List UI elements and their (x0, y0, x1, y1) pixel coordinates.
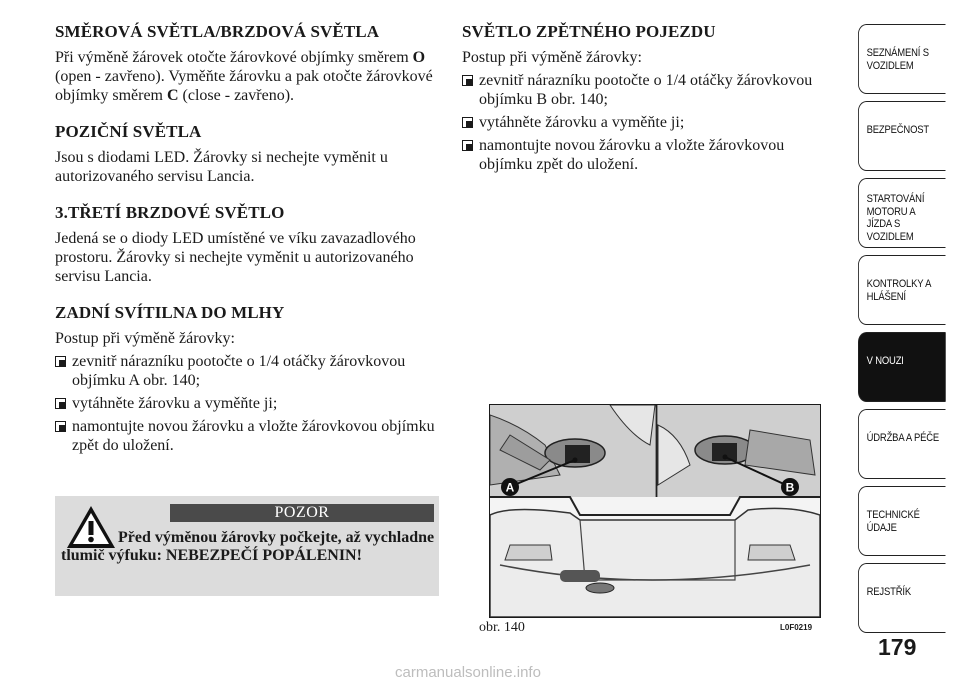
bullet-square-icon (462, 117, 473, 128)
watermark: carmanualsonline.info (395, 664, 541, 681)
section-title: 3.TŘETÍ BRZDOVÉ SVĚTLO (55, 203, 285, 222)
warning-heading: POZOR (170, 504, 434, 522)
tab-kontrolky[interactable]: KONTROLKY A HLÁŠENÍ (858, 255, 946, 325)
section-rear-fog-light (55, 303, 440, 455)
callout-a-label: A (505, 480, 515, 495)
tab-startovani[interactable]: STARTOVÁNÍ MOTORU A JÍZDA S VOZIDLEM (858, 178, 946, 248)
callout-b-label: B (785, 480, 795, 495)
tab-rejstrik[interactable]: REJSTŘÍK (858, 563, 946, 633)
left-column (55, 22, 440, 472)
list-item: zevnitř nárazníku pootočte o 1/4 otáčky žárovkovou objímku B obr. 140; (462, 71, 832, 109)
warning-box (55, 496, 439, 596)
bullet-square-icon (55, 398, 66, 409)
tab-bezpecnost[interactable]: BEZPEČNOST (858, 101, 946, 171)
bullet-square-icon (462, 75, 473, 86)
figure-bumper-illustration (489, 404, 821, 618)
section-title: SMĚROVÁ SVĚTLA/BRZDOVÁ SVĚTLA (55, 22, 380, 41)
list-item: vytáhněte žárovku a vyměňte ji; (55, 394, 440, 413)
section-text: Jedená se o diody LED umístěné ve víku zavazadlového prostoru. Žárovky si nechejte vyměnit u autorizovaného servisu Lancia. (55, 230, 416, 285)
section-title: SVĚTLO ZPĚTNÉHO POJEZDU (462, 22, 716, 41)
list-item: zevnitř nárazníku pootočte o 1/4 otáčky žárovkovou objímku A obr. 140; (55, 352, 440, 390)
list-item: vytáhněte žárovku a vyměňte ji; (462, 113, 832, 132)
warning-text: Před výměnou žárovky počkejte, až vychladne tlumič výfuku: NEBEZPEČÍ POPÁLENIN! (61, 529, 435, 564)
figure-code: L0F0219 (780, 623, 813, 632)
bullet-square-icon (462, 140, 473, 151)
tab-udrzba[interactable]: ÚDRŽBA A PÉČE (858, 409, 946, 479)
bullet-square-icon (55, 421, 66, 432)
section-turn-brake-lights (55, 22, 440, 105)
bullet-square-icon (55, 356, 66, 367)
figure-caption: obr. 140 (479, 620, 525, 635)
tab-technicke[interactable]: TECHNICKÉ ÚDAJE (858, 486, 946, 556)
bumper-drawing (490, 405, 820, 617)
section-third-brake-light (55, 203, 440, 286)
list-item: namontujte novou žárovku a vložte žárovkovou objímku zpět do uložení. (462, 136, 832, 174)
list-item: namontujte novou žárovku a vložte žárovkovou objímku zpět do uložení. (55, 417, 440, 455)
section-text: Při výměně žárovek otočte žárovkové objímky směrem O (open - zavřeno). Vyměňte žárovku a pak otočte žárovkové objímky směrem C (close - zavřeno). (55, 49, 433, 104)
procedure-list (462, 71, 832, 174)
procedure-intro: Postup při výměně žárovky: (55, 330, 235, 347)
procedure-intro: Postup při výměně žárovky: (462, 49, 642, 66)
section-text: Jsou s diodami LED. Žárovky si nechejte vyměnit u autorizovaného servisu Lancia. (55, 149, 388, 185)
page-number: 179 (878, 634, 917, 660)
tab-v-nouzi[interactable]: V NOUZI (858, 332, 946, 402)
section-title: POZIČNÍ SVĚTLA (55, 122, 202, 141)
tab-seznameni[interactable]: SEZNÁMENÍ S VOZIDLEM (858, 24, 946, 94)
right-column (462, 22, 832, 178)
section-position-lights (55, 122, 440, 186)
section-title: ZADNÍ SVÍTILNA DO MLHY (55, 303, 285, 322)
procedure-list (55, 352, 440, 455)
